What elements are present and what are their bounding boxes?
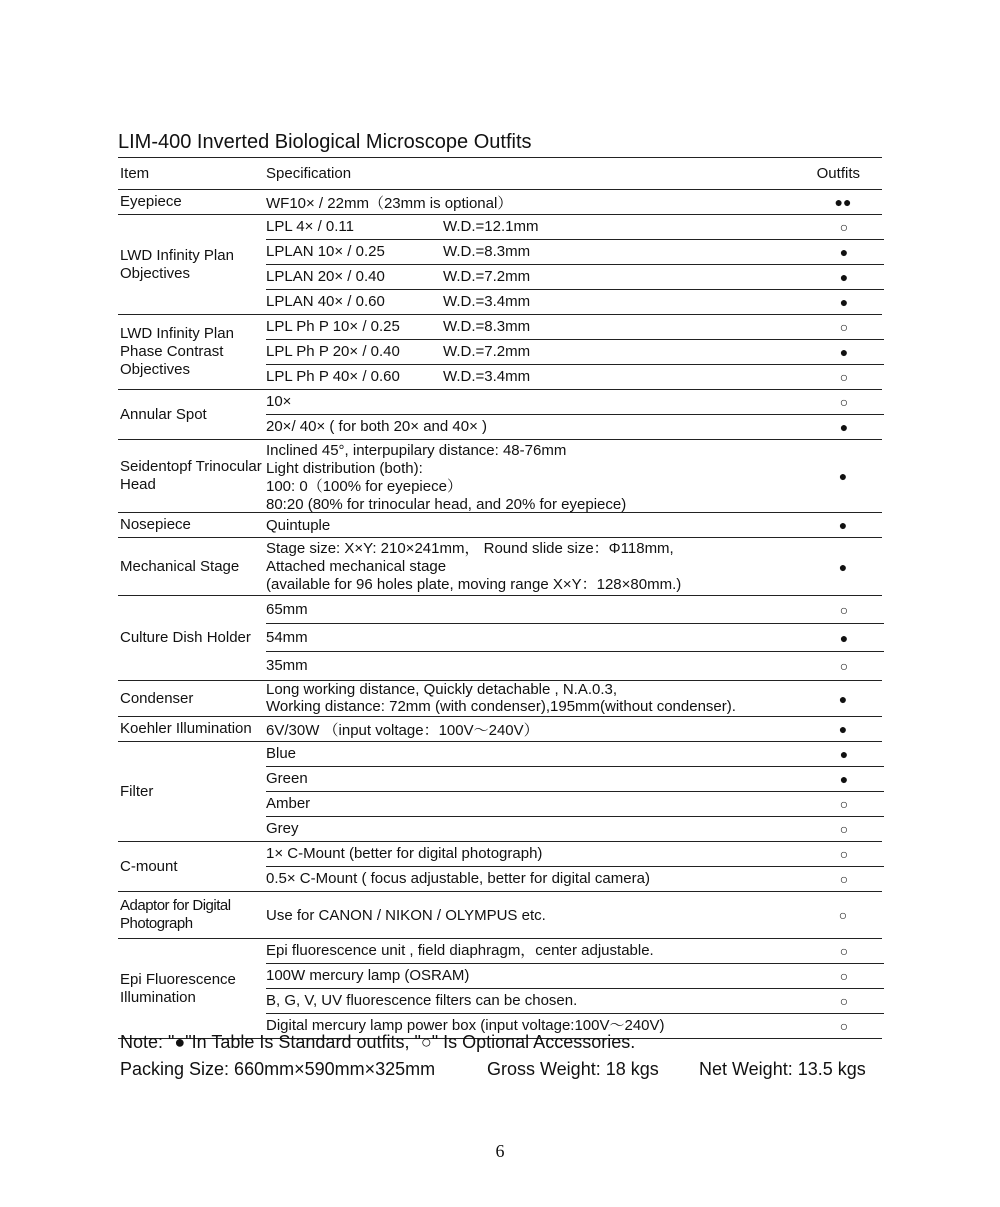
spec-cell: 54mm xyxy=(266,628,308,646)
sub-row xyxy=(266,415,884,439)
spec-cell xyxy=(266,440,804,512)
spec-line: Attached mechanical stage xyxy=(266,558,447,575)
spec-cell: 20×/ 40× ( for both 20× and 40× ) xyxy=(266,418,488,435)
group-phase-contrast xyxy=(118,315,882,390)
spec-cell: 10× xyxy=(266,393,292,410)
net-weight: Net Weight: 13.5 kgs xyxy=(699,1059,866,1079)
header-item: Item xyxy=(120,164,150,182)
outfit-mark: ○ xyxy=(838,907,848,923)
objective-model: LPL Ph P 10× / 0.25 xyxy=(266,318,400,335)
spec-cell: 6V/30W （input voltage：100V～240V） xyxy=(266,721,539,739)
spec-cell: 65mm xyxy=(266,600,308,618)
spec-line: Long working distance, Quickly detachable , N.A.0.3, xyxy=(266,681,618,698)
group-c-mount xyxy=(118,842,882,892)
objective-model: LPLAN 10× / 0.25 xyxy=(266,243,385,260)
sub-row xyxy=(266,390,884,415)
outfit-mark: ● xyxy=(838,558,848,575)
spec-cell: Digital mercury lamp power box (input voltage:100V～240V) xyxy=(266,1017,665,1034)
spec-line: Inclined 45°, interpupilary distance: 48-76mm xyxy=(266,442,567,459)
outfit-mark: ○ xyxy=(839,658,849,674)
outfit-mark: ○ xyxy=(839,601,849,618)
spec-cell: Blue xyxy=(266,745,297,762)
spec-cell: Amber xyxy=(266,795,311,812)
sub-row xyxy=(266,817,884,841)
item-label: LWD Infinity Plan Phase Contrast Objectives xyxy=(120,325,234,378)
spec-cell: 0.5× C-Mount ( focus adjustable, better for digital camera) xyxy=(266,870,650,887)
spec-line: Light distribution (both): xyxy=(266,460,423,477)
spec-line: Working distance: 72mm (with condenser),195mm(without condenser). xyxy=(266,698,736,715)
working-distance: W.D.=8.3mm xyxy=(443,318,531,335)
spec-cell xyxy=(266,681,804,716)
outfit-mark: ○ xyxy=(839,394,849,410)
objective-model: LPL 4× / 0.11 xyxy=(266,218,354,235)
objective-model: LPL Ph P 40× / 0.60 xyxy=(266,368,400,385)
row-adaptor xyxy=(118,892,882,939)
working-distance: W.D.=12.1mm xyxy=(443,218,539,235)
outfit-mark: ● xyxy=(838,721,848,737)
outfit-mark: ○ xyxy=(839,968,849,984)
item-label: Culture Dish Holder xyxy=(120,629,251,646)
header-spec: Specification xyxy=(266,165,352,182)
item-label: Filter xyxy=(120,782,154,800)
header-outfits: Outfits xyxy=(816,165,860,182)
working-distance: W.D.=7.2mm xyxy=(443,268,531,285)
legend-note: Note: "●"In Table Is Standard outfits, "○" Is Optional Accessories. xyxy=(120,1032,636,1052)
working-distance: W.D.=7.2mm xyxy=(443,343,531,360)
sub-row xyxy=(266,365,884,389)
outfit-mark: ● xyxy=(838,690,848,707)
sub-row xyxy=(266,742,884,767)
spec-cell: WF10× / 22mm（23mm is optional） xyxy=(266,194,513,212)
sub-row xyxy=(266,624,884,652)
row-mechanical-stage xyxy=(118,538,882,596)
spec-cell: Epi fluorescence unit , field diaphragm，center adjustable. xyxy=(266,942,654,959)
row-koehler-illumination xyxy=(118,717,882,742)
sub-row xyxy=(266,767,884,792)
spec-cell: Use for CANON / NIKON / OLYMPUS etc. xyxy=(266,906,546,924)
outfit-mark: ● xyxy=(839,269,849,285)
item-label: Seidentopf Trinocular Head xyxy=(120,458,262,493)
sub-row xyxy=(266,842,884,867)
sub-row xyxy=(266,290,884,314)
outfit-mark: ○ xyxy=(839,219,849,235)
spec-cell xyxy=(266,538,804,595)
outfit-mark: ● xyxy=(839,294,849,310)
sub-row xyxy=(266,215,884,240)
outfit-mark: ● xyxy=(839,244,849,260)
objective-model: LPLAN 20× / 0.40 xyxy=(266,268,385,285)
outfit-mark: ○ xyxy=(839,319,849,335)
sub-row xyxy=(266,867,884,891)
outfit-mark: ○ xyxy=(839,1018,849,1034)
sub-row xyxy=(266,596,884,624)
group-annular-spot xyxy=(118,390,882,440)
item-label: LWD Infinity Plan Objectives xyxy=(120,246,234,282)
item-label: Annular Spot xyxy=(120,405,207,423)
outfit-mark: ○ xyxy=(839,871,849,887)
spec-cell: 100W mercury lamp (OSRAM) xyxy=(266,967,470,984)
page-number: 6 xyxy=(495,1141,505,1161)
outfit-mark: ● xyxy=(839,746,849,762)
outfit-mark: ○ xyxy=(839,821,849,837)
spec-cell: Green xyxy=(266,770,308,787)
outfit-mark: ● xyxy=(839,419,849,435)
outfit-mark: ● xyxy=(839,344,849,360)
group-objectives xyxy=(118,215,882,315)
working-distance: W.D.=8.3mm xyxy=(443,243,531,260)
outfit-mark: ○ xyxy=(839,796,849,812)
outfit-mark: ●● xyxy=(834,194,852,210)
spec-line: 80:20 (80% for trinocular head, and 20% for eyepiece) xyxy=(266,496,627,513)
row-trinocular-head xyxy=(118,440,882,513)
row-eyepiece xyxy=(118,190,882,215)
item-label: Condenser xyxy=(120,689,194,707)
outfit-mark: ● xyxy=(839,629,849,646)
sub-row xyxy=(266,265,884,290)
sub-row xyxy=(266,340,884,365)
spec-line: 100: 0（100% for eyepiece） xyxy=(266,478,462,495)
item-label: Epi Fluorescence Illumination xyxy=(120,970,236,1006)
spec-cell: Grey xyxy=(266,820,299,837)
sub-row xyxy=(266,964,884,989)
spec-cell: Quintuple xyxy=(266,516,331,534)
sub-row xyxy=(266,989,884,1014)
spec-cell: 1× C-Mount (better for digital photograph) xyxy=(266,845,543,862)
item-label: Eyepiece xyxy=(120,193,182,210)
gross-weight: Gross Weight: 18 kgs xyxy=(487,1059,659,1079)
item-label: Adaptor for Digital Photograph xyxy=(120,897,231,932)
outfit-mark: ○ xyxy=(839,993,849,1009)
spec-line: Stage size: X×Y: 210×241mm， Round slide size：Φ118mm, xyxy=(266,540,674,557)
outfit-mark: ○ xyxy=(839,846,849,862)
row-condenser xyxy=(118,681,882,717)
objective-model: LPL Ph P 20× / 0.40 xyxy=(266,343,400,360)
outfits-table xyxy=(118,157,882,1039)
objective-model: LPLAN 40× / 0.60 xyxy=(266,293,385,310)
outfit-mark: ● xyxy=(838,517,848,533)
sub-row xyxy=(266,792,884,817)
sub-row xyxy=(266,939,884,964)
working-distance: W.D.=3.4mm xyxy=(443,368,531,385)
spec-line: (available for 96 holes plate, moving range X×Y：128×80mm.) xyxy=(266,576,682,593)
table-header xyxy=(118,158,882,190)
item-label: C-mount xyxy=(120,857,178,875)
spec-cell: B, G, V, UV fluorescence filters can be chosen. xyxy=(266,992,578,1009)
document-title: LIM-400 Inverted Biological Microscope Outfits xyxy=(118,131,532,153)
working-distance: W.D.=3.4mm xyxy=(443,293,531,310)
item-label: Nosepiece xyxy=(120,516,191,533)
item-label: Mechanical Stage xyxy=(120,557,240,575)
outfit-mark: ○ xyxy=(839,369,849,385)
sub-row xyxy=(266,652,884,680)
outfit-mark: ● xyxy=(838,468,848,484)
outfit-mark: ● xyxy=(839,771,849,787)
outfit-mark: ○ xyxy=(839,943,849,959)
sub-row xyxy=(266,240,884,265)
group-filter xyxy=(118,742,882,842)
sub-row xyxy=(266,315,884,340)
group-epi-fluorescence xyxy=(118,939,882,1039)
item-label: Koehler Illumination xyxy=(120,720,252,737)
group-culture-dish-holder xyxy=(118,596,882,681)
row-nosepiece xyxy=(118,513,882,538)
packing-size: Packing Size: 660mm×590mm×325mm xyxy=(120,1059,436,1079)
spec-cell: 35mm xyxy=(266,657,308,674)
